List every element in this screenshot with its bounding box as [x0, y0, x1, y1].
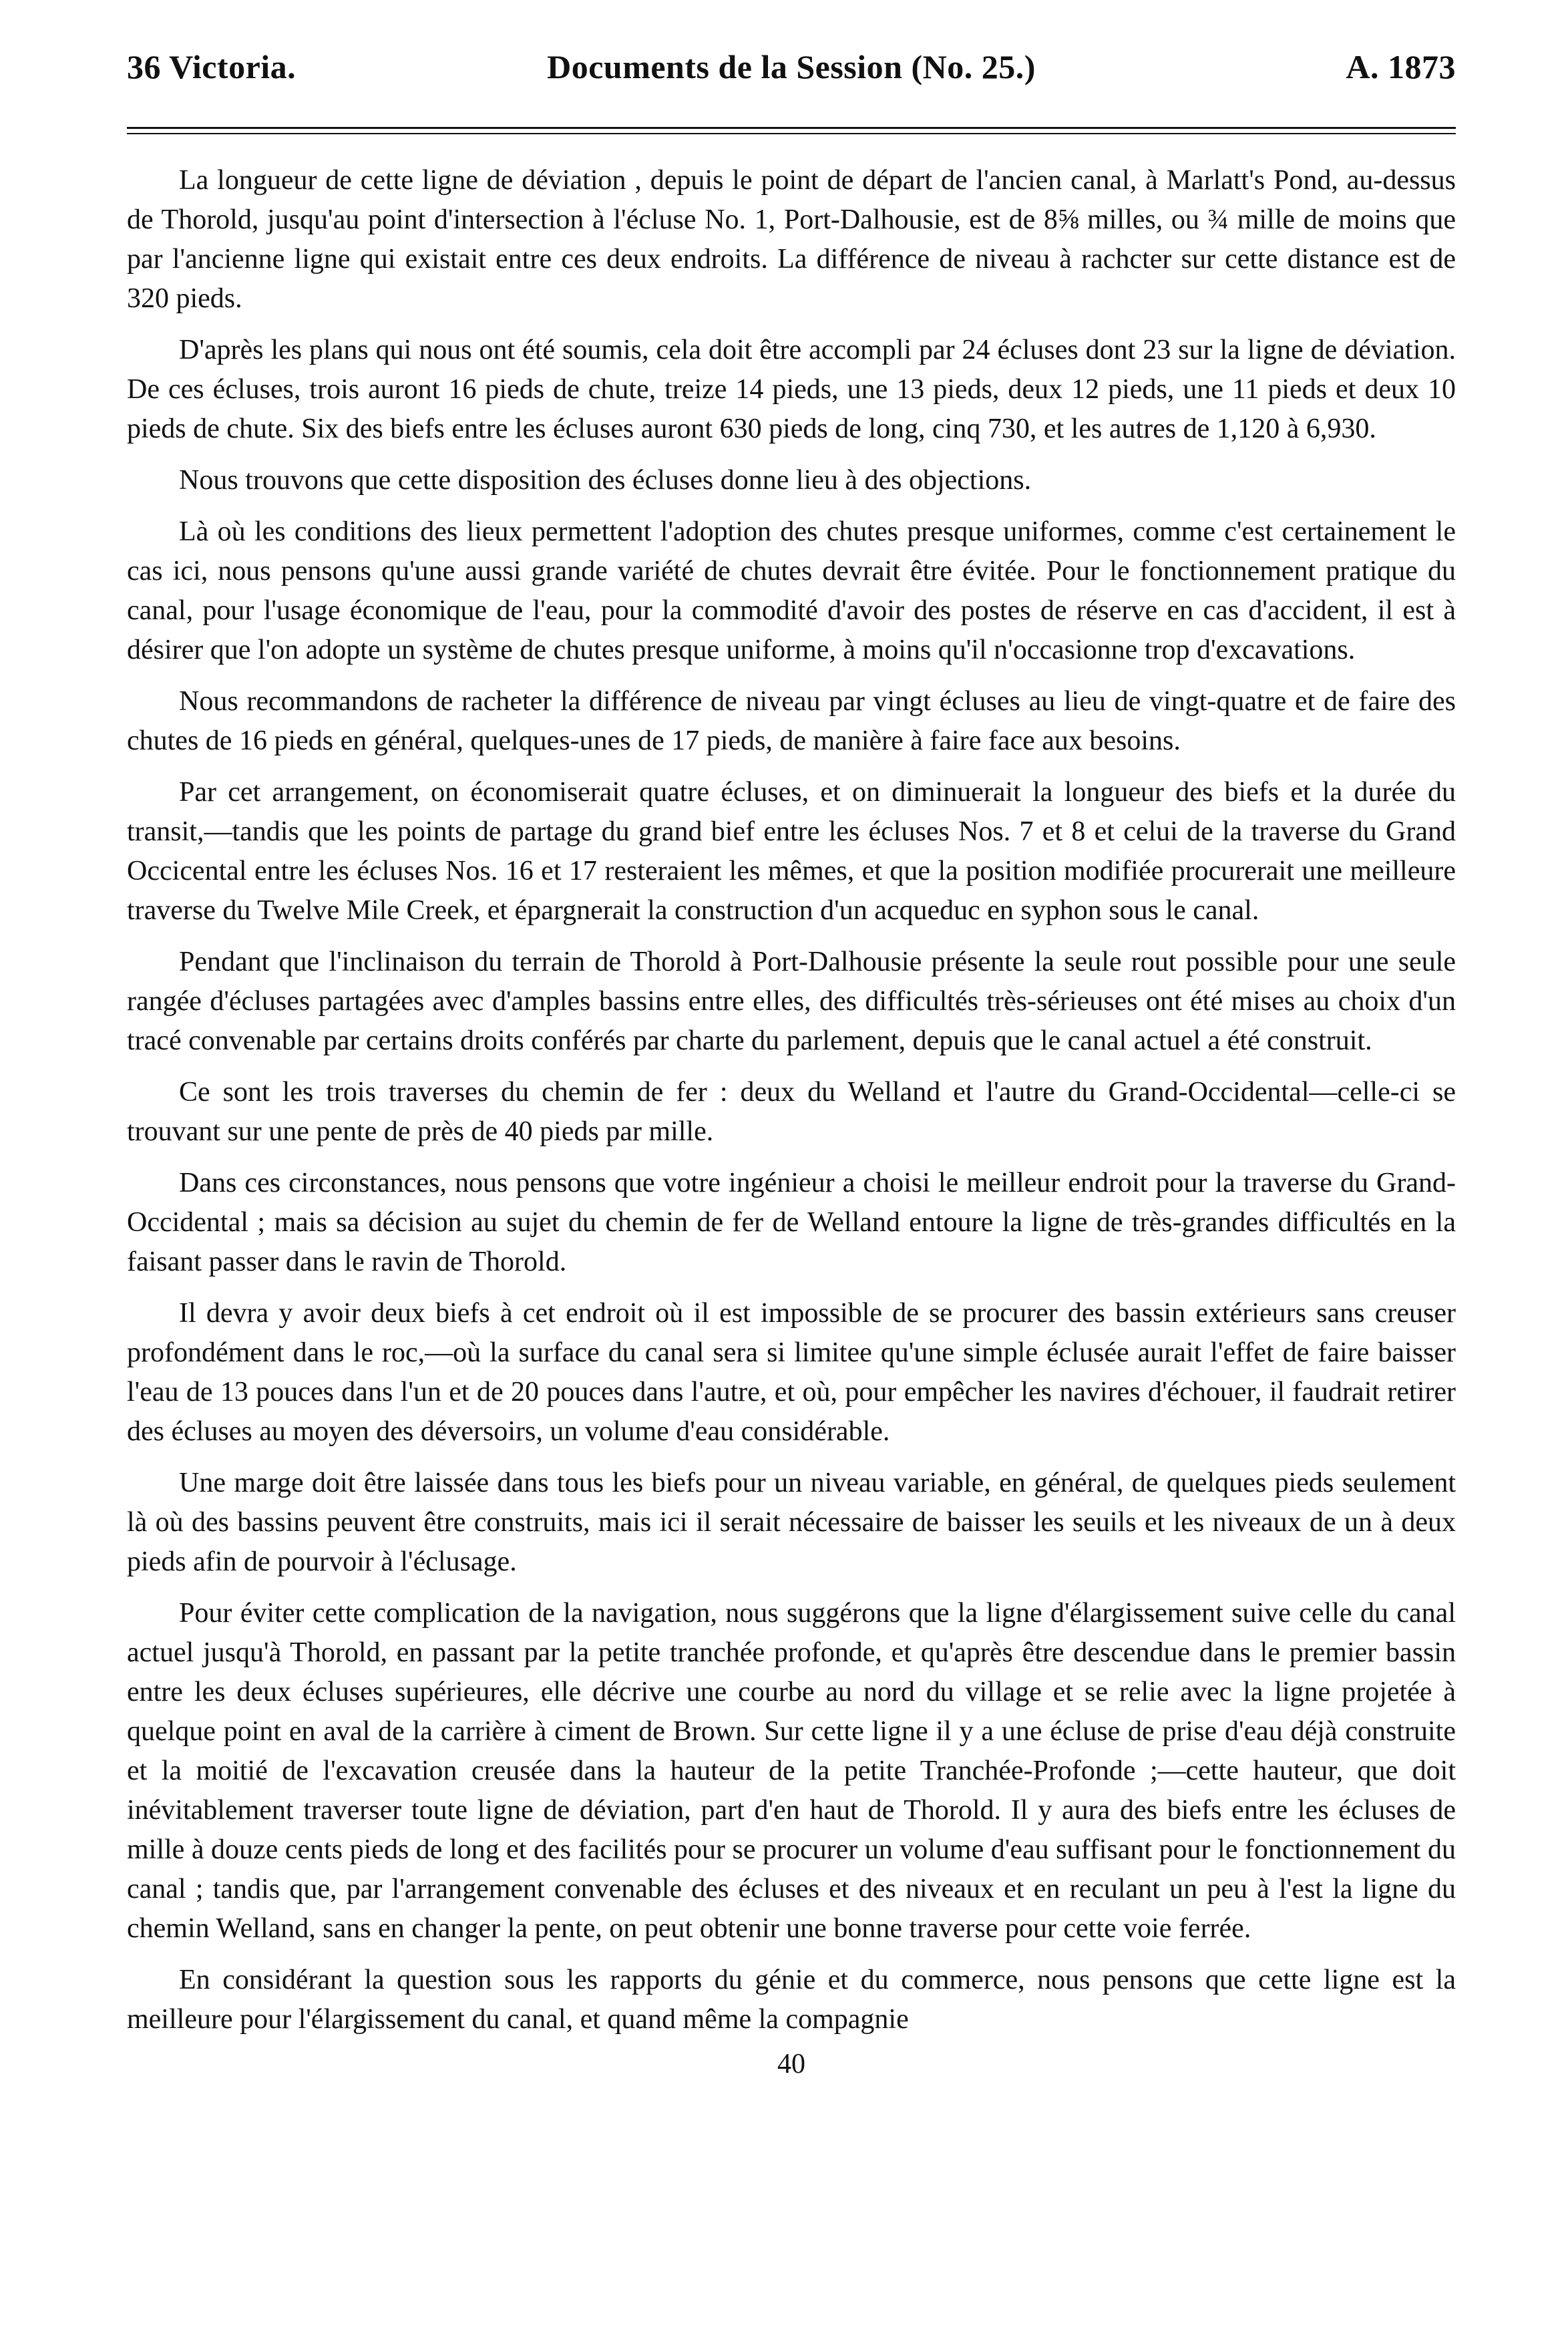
header-rule	[127, 127, 1456, 134]
paragraph: Ce sont les trois traverses du chemin de fer : deux du Welland et l'autre du Grand-Occidental—celle-ci se trouvant sur une pente de près de 40 pieds par mille.	[127, 1077, 1456, 1147]
paragraph: Pendant que l'inclinaison du terrain de Thorold à Port-Dalhousie présente la seule rout possible pour une seule rangée d'écluses partagées avec d'amples bassins entre elles, des difficultés très-sérieuses ont été mises au choix d'un tracé convenable par certains droits conférés par charte du parlement, depuis que le canal actuel a été construit.	[127, 947, 1456, 1056]
paragraph: Dans ces circonstances, nous pensons que votre ingénieur a choisi le meilleur endroit pour la traverse du Grand-Occidental ; mais sa décision au sujet du chemin de fer de Welland entoure la ligne de très-grandes difficultés en la faisant passer dans le ravin de Thorold.	[127, 1168, 1456, 1277]
paragraph: Il devra y avoir deux biefs à cet endroit où il est impossible de se procurer des bassin extérieurs sans creuser profondément dans le roc,—où la surface du canal sera si limitee qu'une simple éclusée aurait l'effet de faire baisser l'eau de 13 pouces dans l'un et de 20 pouces dans l'autre, et où, pour empêcher les navires d'échouer, il faudrait retirer des écluses au moyen des déversoirs, un volume d'eau considérable.	[127, 1298, 1456, 1447]
paragraph: Par cet arrangement, on économiserait quatre écluses, et on diminuerait la longueur des biefs et la durée du transit,—tandis que les points de partage du grand bief entre les écluses Nos. 7 et 8 et celui de la traverse du Grand Occicental entre les écluses Nos. 16 et 17 resteraient les mêmes, et que la position modifiée procurerait une meilleure traverse du Twelve Mile Creek, et épargnerait la construction d'un acqueduc en syphon sous le canal.	[127, 777, 1456, 926]
paragraph: Nous trouvons que cette disposition des écluses donne lieu à des objections.	[179, 465, 1032, 496]
paragraph: En considérant la question sous les rapports du génie et du commerce, nous pensons que cette ligne est la meilleure pour l'élargissement du canal, et quand même la compagnie	[127, 1965, 1456, 2035]
page-number: 40	[777, 2049, 805, 2079]
paragraph: D'après les plans qui nous ont été soumis, cela doit être accompli par 24 écluses dont 23 sur la ligne de déviation. De ces écluses, trois auront 16 pieds de chute, treize 14 pieds, une 13 pieds, deux 12 pieds, une 11 pieds et deux 10 pieds de chute. Six des biefs entre les écluses auront 630 pieds de long, cinq 730, et les autres de 1,120 à 6,930.	[127, 335, 1456, 444]
double-rule-bottom	[127, 133, 1456, 134]
paragraph: La longueur de cette ligne de déviation , depuis le point de départ de l'ancien canal, à Marlatt's Pond, au-dessus de Thorold, jusqu'au point d'intersection à l'écluse No. 1, Port-Dalhousie, est de 8⅝ milles, ou ¾ mille de moins que par l'ancienne ligne qui existait entre ces deux endroits. La différence de niveau à rachcter sur cette distance est de 320 pieds.	[127, 165, 1456, 314]
paragraph: Une marge doit être laissée dans tous les biefs pour un niveau variable, en général, de quelques pieds seulement là où des bassins peuvent être construits, mais ici il serait nécessaire de baisser les seuils et les niveaux de un à deux pieds afin de pourvoir à l'éclusage.	[127, 1468, 1456, 1577]
paragraph: Nous recommandons de racheter la différence de niveau par vingt écluses au lieu de vingt-quatre et de faire des chutes de 16 pieds en général, quelques-unes de 17 pieds, de manière à faire face aux besoins.	[127, 686, 1456, 756]
paragraph: Là où les conditions des lieux permettent l'adoption des chutes presque uniformes, comme c'est certainement le cas ici, nous pensons qu'une aussi grande variété de chutes devrait être évitée. Pour le fonctionnement pratique du canal, pour l'usage économique de l'eau, pour la commodité d'avoir des postes de réserve en cas d'accident, il est à désirer que l'on adopte un système de chutes presque uniforme, à moins qu'il n'occasionne trop d'excavations.	[127, 516, 1456, 665]
paragraph: Pour éviter cette complication de la navigation, nous suggérons que la ligne d'élargissement suive celle du canal actuel jusqu'à Thorold, en passant par la petite tranchée profonde, et qu'après être descendue dans le premier bassin entre les deux écluses supérieures, elle décrive une courbe au nord du village et se relie avec la ligne projetée à quelque point en aval de la carrière à ciment de Brown. Sur cette ligne il y a une écluse de prise d'eau déjà construite et la moitié de l'excavation creusée dans la hauteur de la petite Tranchée-Profonde ;—cette hauteur, que doit inévitablement traverser toute ligne de déviation, part d'en haut de Thorold. Il y aura des biefs entre les écluses de mille à douze cents pieds de long et des facilités pour se procurer un volume d'eau suffisant pour le fonctionnement du canal ; tandis que, par l'arrangement convenable des écluses et des niveaux et en reculant un peu à l'est la ligne du chemin Welland, sans en changer la pente, on peut obtenir une bonne traverse pour cette voie ferrée.	[127, 1598, 1456, 1944]
header-left: 36 Victoria.	[127, 48, 297, 86]
running-header	[127, 47, 1456, 87]
header-right: A. 1873	[1346, 48, 1456, 86]
document-page	[127, 47, 1456, 2081]
body-text	[127, 161, 1456, 2039]
header-center: Documents de la Session (No. 25.)	[547, 48, 1036, 86]
double-rule-top	[127, 127, 1456, 129]
